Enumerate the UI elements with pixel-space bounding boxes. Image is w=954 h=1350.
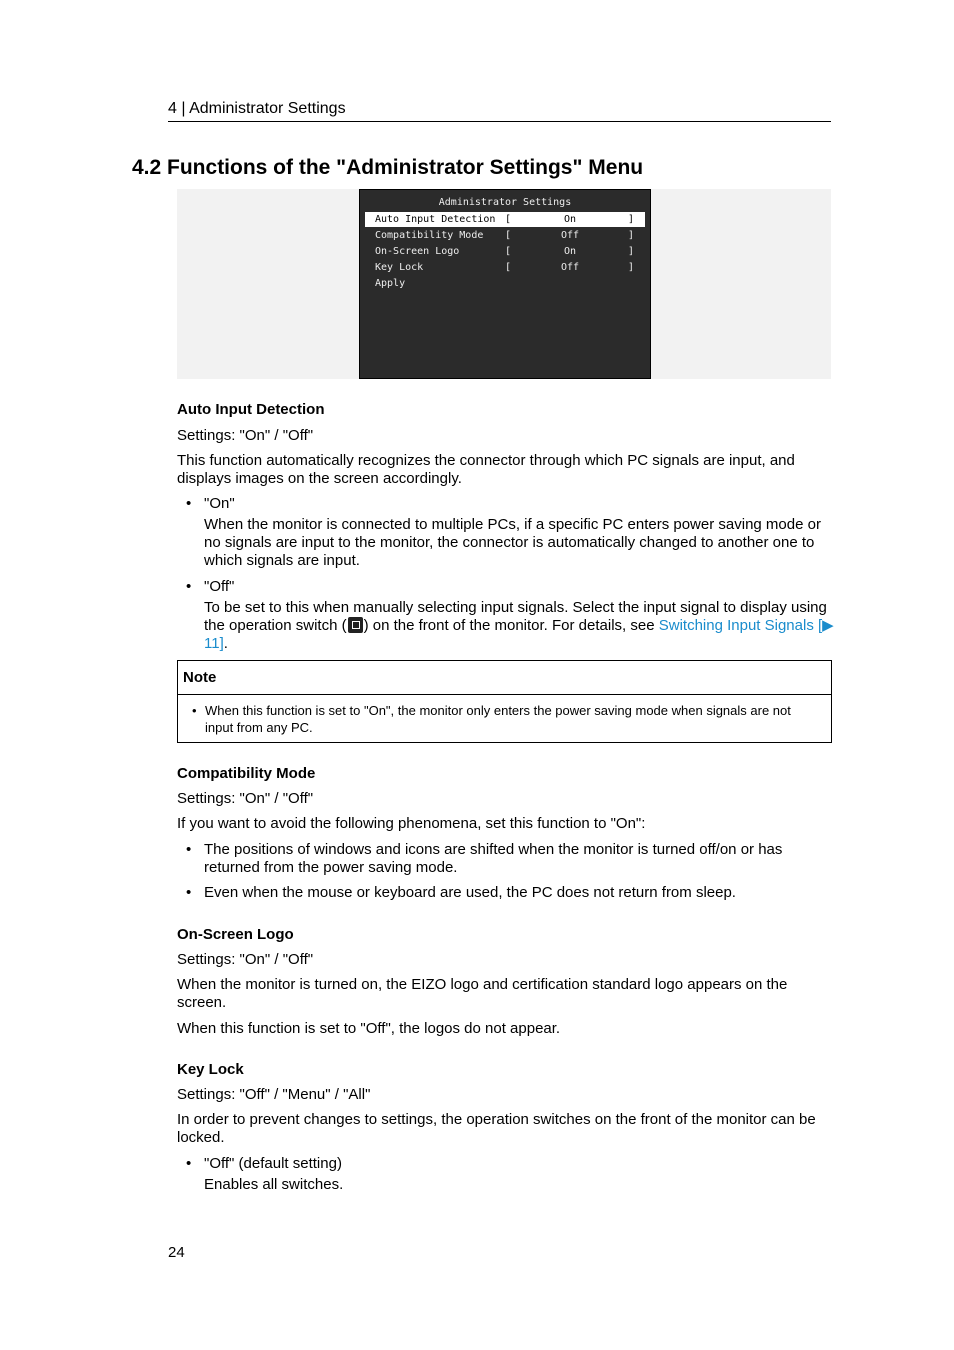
- osd-menu: [359, 189, 651, 379]
- note-text: When this function is set to "On", the monitor only enters the power saving mode when signals are not input from any PC.: [205, 703, 791, 735]
- keylock-bullet-title: "Off" (default setting): [204, 1155, 342, 1172]
- osd-menu-title: Administrator Settings: [438, 197, 572, 208]
- osd-bracket-close: ]: [628, 246, 635, 257]
- osd-item-label: Key Lock: [375, 262, 424, 273]
- bullet-on-text: When the monitor is connected to multiple PCs, if a specific PC enters power saving mode or no signals are input to the monitor, the connector is automatically changed to another one to which signals are input.: [204, 516, 821, 569]
- description-logo-2: When this function is set to "Off", the logos do not appear.: [177, 1020, 561, 1037]
- bullet-on-title: "On": [204, 495, 235, 512]
- heading-key-lock: Key Lock: [177, 1061, 244, 1078]
- osd-item-value: On: [563, 214, 577, 225]
- compatibility-bullet-2: Even when the mouse or keyboard are used, the PC does not return from sleep.: [204, 884, 736, 901]
- bullet: •: [186, 841, 192, 858]
- bullet: •: [186, 884, 192, 901]
- osd-bracket-open: [: [505, 214, 512, 225]
- osd-item-label: Compatibility Mode: [375, 230, 484, 241]
- section-title: 4.2 Functions of the "Administrator Settings" Menu: [132, 156, 644, 179]
- bullet: •: [186, 495, 192, 512]
- osd-item-key-lock: [365, 260, 645, 275]
- bullet-off-text-part1: To be set to this when manually selecting input signals. Select the input signal to display using the operation switch (: [204, 599, 827, 634]
- osd-item-label: Auto Input Detection: [375, 214, 496, 225]
- settings-keylock: Settings: "Off" / "Menu" / "All": [177, 1086, 371, 1103]
- running-header: 4 | Administrator Settings: [168, 99, 831, 122]
- bullet: •: [192, 703, 197, 718]
- osd-bracket-close: ]: [628, 230, 635, 241]
- switching-input-signals-link[interactable]: Switching Input Signals [▶ 11]: [204, 617, 834, 652]
- osd-item-auto-input-detection: [365, 212, 645, 227]
- description-logo-1: When the monitor is turned on, the EIZO logo and certification standard logo appears on the screen.: [177, 976, 788, 1011]
- osd-item-value: Off: [560, 262, 580, 273]
- description-auto-input: This function automatically recognizes the connector through which PC signals are input, and displays images on the screen accordingly.: [177, 452, 795, 487]
- osd-item-on-screen-logo: [365, 244, 645, 259]
- heading-auto-input-detection: Auto Input Detection: [177, 401, 325, 418]
- bullet-off-text-part2: ) on the front of the monitor. For details, see: [363, 617, 659, 634]
- description-compatibility: If you want to avoid the following phenomena, set this function to "On":: [177, 815, 646, 832]
- note-box: [177, 660, 832, 743]
- osd-item-value: Off: [560, 230, 580, 241]
- heading-compatibility-mode: Compatibility Mode: [177, 765, 316, 782]
- note-title: Note: [183, 669, 217, 686]
- osd-item-value: On: [563, 246, 577, 257]
- osd-item-label: On-Screen Logo: [375, 246, 460, 257]
- description-keylock: In order to prevent changes to settings, the operation switches on the front of the monitor can be locked.: [177, 1111, 816, 1146]
- bullet: •: [186, 578, 192, 595]
- note-header: [178, 661, 831, 695]
- page-number: 24: [168, 1244, 185, 1261]
- bullet: •: [186, 1155, 192, 1172]
- input-switch-icon: [348, 617, 363, 633]
- osd-item-compatibility-mode: [365, 228, 645, 243]
- heading-on-screen-logo: On-Screen Logo: [177, 926, 294, 943]
- osd-bracket-open: [: [505, 230, 512, 241]
- osd-bracket-open: [: [505, 246, 512, 257]
- bullet-off-title: "Off": [204, 578, 235, 595]
- compatibility-bullet-1: The positions of windows and icons are shifted when the monitor is turned off/on or has returned from the power saving mode.: [204, 841, 783, 876]
- osd-bracket-close: ]: [628, 214, 635, 225]
- keylock-bullet-text: Enables all switches.: [204, 1176, 344, 1193]
- osd-item-apply: [365, 276, 645, 291]
- osd-item-label: Apply: [375, 278, 406, 289]
- bullet-off-text: [204, 599, 836, 653]
- settings-auto-input: Settings: "On" / "Off": [177, 427, 314, 444]
- bullet-off-text-end: .: [223, 635, 228, 652]
- settings-compatibility: Settings: "On" / "Off": [177, 790, 314, 807]
- osd-bracket-open: [: [505, 262, 512, 273]
- settings-logo: Settings: "On" / "Off": [177, 951, 314, 968]
- osd-bracket-close: ]: [628, 262, 635, 273]
